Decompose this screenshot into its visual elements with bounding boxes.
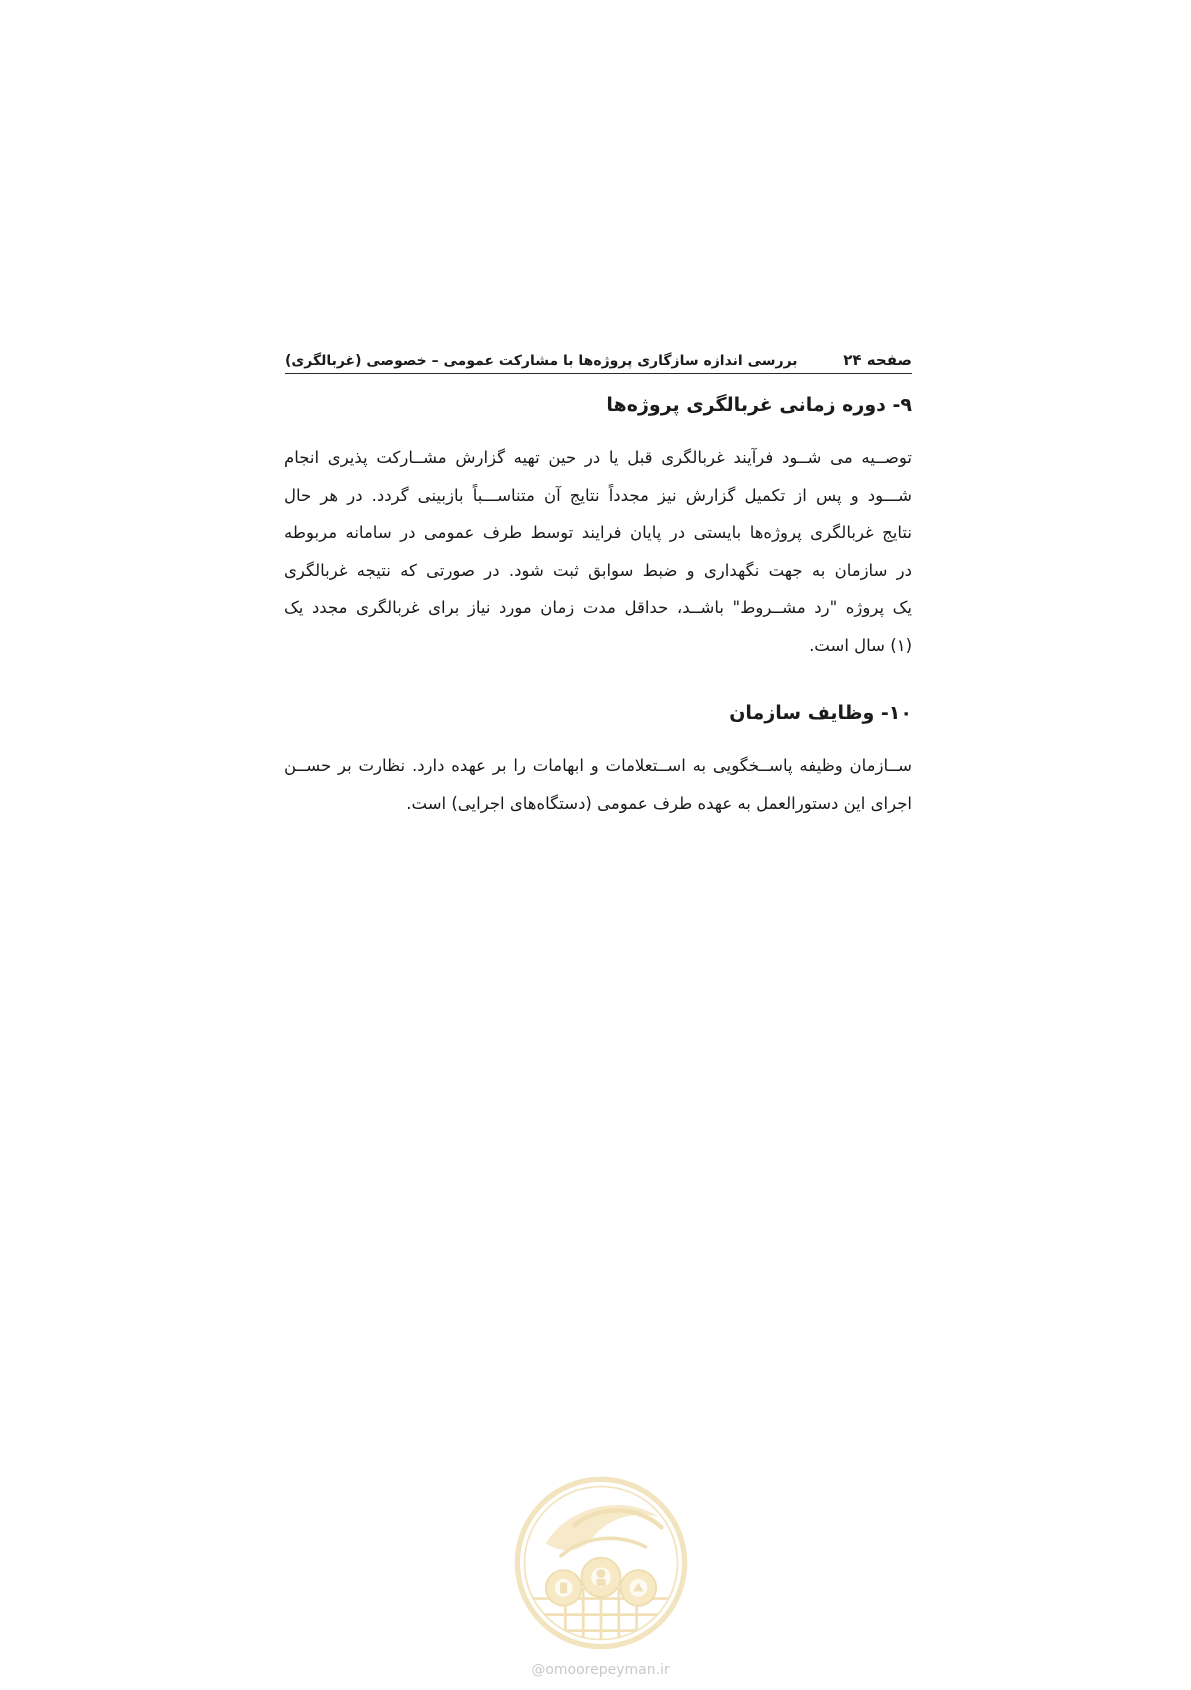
- section-9-paragraph: [284, 439, 912, 664]
- paragraph-line: (۱) سال است.: [809, 635, 912, 655]
- paragraph-line: یک پروژه "رد مشــروط" باشــد، حداقل مدت زمان مورد نیاز برای غربالگری مجدد یک: [284, 598, 912, 617]
- paragraph-line: توصــیه می شــود فرآیند غربالگری قبل یا در حین تهیه گزارش مشــارکت پذیری انجام: [284, 448, 912, 467]
- paragraph-line: شـــود و پس از تکمیل گزارش نیز مجدداً نتایج آن متناســـباً بازبینی گردد. در هر حال: [284, 485, 912, 505]
- page-header: [285, 350, 912, 374]
- paragraph-line: نتایج غربالگری پروژه‌ها بایستی در پایان فرایند توسط طرف عمومی در سامانه مربوطه: [284, 523, 912, 542]
- watermark-url: @omoorepeyman.ir: [531, 1662, 670, 1678]
- watermark-logo-icon: [512, 1474, 690, 1652]
- running-title: بررسی اندازه سازگاری پروژه‌ها با مشارکت عمومی – خصوصی (غربالگری): [285, 353, 798, 369]
- paragraph-line: در سازمان به جهت نگهداری و ضبط سوابق ثبت شود. در صورتی که نتیجه غربالگری: [284, 560, 912, 580]
- section-heading-9: ۹- دوره زمانی غربالگری پروژه‌ها: [606, 394, 912, 416]
- page-number: صفحه ۲۴: [843, 351, 912, 369]
- paragraph-line: اجرای این دستورالعمل به عهده طرف عمومی (دستگاه‌های اجرایی) است.: [406, 793, 912, 813]
- section-10-paragraph: [284, 747, 912, 822]
- paragraph-line: ســازمان وظیفه پاســخگویی به اســتعلامات و ابهامات را بر عهده دارد. نظارت بر حســن: [284, 756, 912, 775]
- section-heading-10: ۱۰- وظایف سازمان: [729, 702, 912, 724]
